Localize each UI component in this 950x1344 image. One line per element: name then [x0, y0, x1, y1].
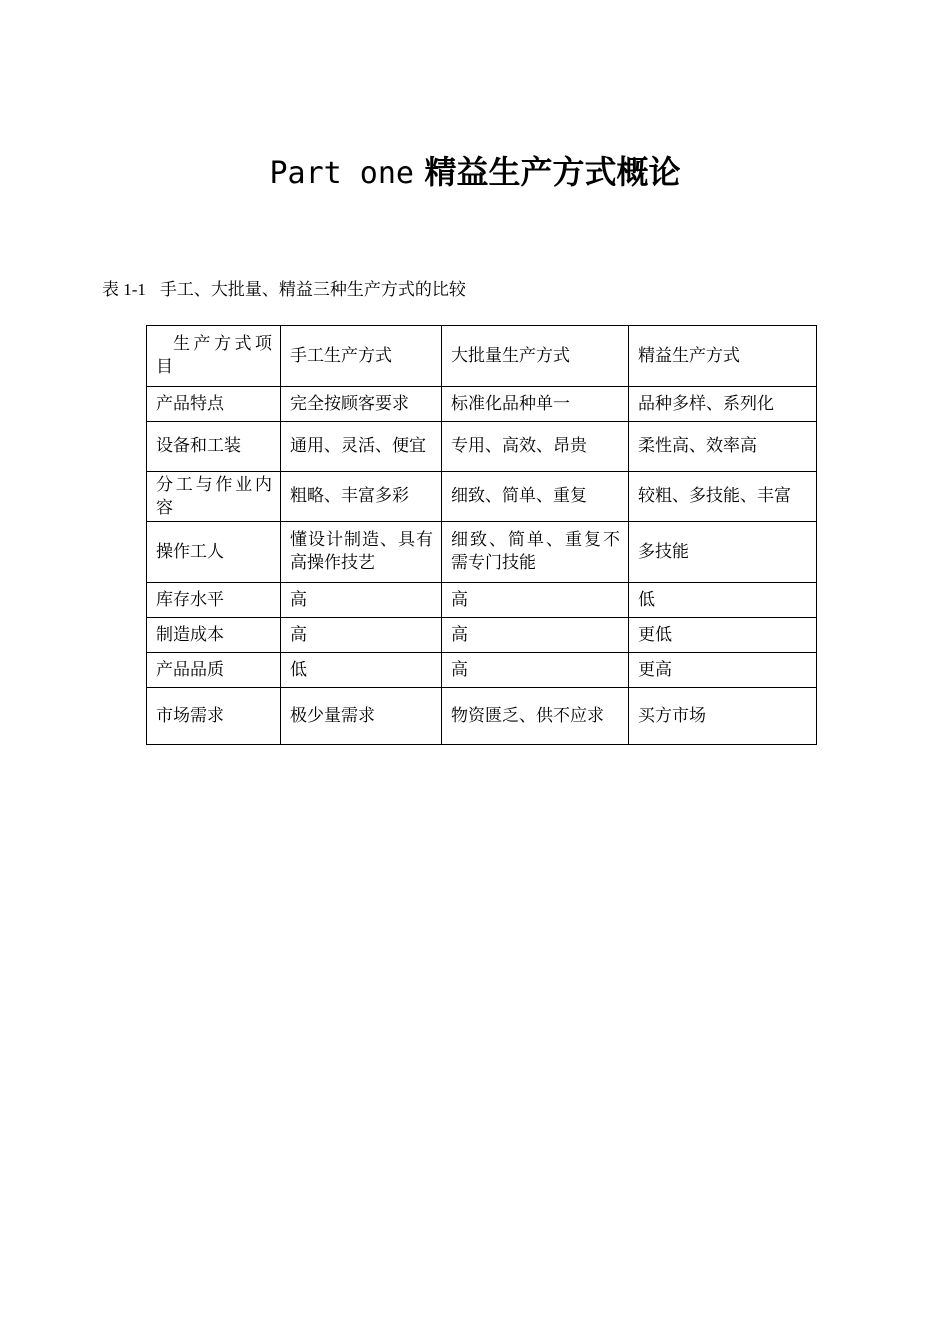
- table-cell: 买方市场: [629, 688, 817, 745]
- row-label: 制造成本: [147, 618, 281, 653]
- page-title-latin: Part one: [269, 156, 414, 191]
- table-row: [147, 422, 817, 472]
- table-cell: 品种多样、系列化: [629, 387, 817, 422]
- table-cell: 细致、简单、重复: [442, 472, 629, 522]
- table-cell: 懂设计制造、具有高操作技艺: [281, 522, 442, 583]
- row-label: 操作工人: [147, 522, 281, 583]
- table-row: [147, 618, 817, 653]
- table-cell: 高: [442, 653, 629, 688]
- table-row: [147, 522, 817, 583]
- table-cell: 通用、灵活、便宜: [281, 422, 442, 472]
- table-cell: 更低: [629, 618, 817, 653]
- page-title: [0, 148, 950, 198]
- table-cell: 标准化品种单一: [442, 387, 629, 422]
- table-row: [147, 583, 817, 618]
- row-label: 设备和工装: [147, 422, 281, 472]
- table-cell: 专用、高效、昂贵: [442, 422, 629, 472]
- table-cell: 极少量需求: [281, 688, 442, 745]
- table-cell: 低: [281, 653, 442, 688]
- table-row: [147, 472, 817, 522]
- table-caption: [102, 278, 466, 302]
- row-label: 产品品质: [147, 653, 281, 688]
- table-cell: 完全按顾客要求: [281, 387, 442, 422]
- row-label: 分工与作业内容: [147, 472, 281, 522]
- header-cell-mass: 大批量生产方式: [442, 326, 629, 387]
- header-cell-lean: 精益生产方式: [629, 326, 817, 387]
- table-cell: 高: [281, 618, 442, 653]
- table-row: [147, 653, 817, 688]
- table-cell: 更高: [629, 653, 817, 688]
- header-cell-craft: 手工生产方式: [281, 326, 442, 387]
- table-cell: 物资匮乏、供不应求: [442, 688, 629, 745]
- table-cell: 高: [281, 583, 442, 618]
- table-caption-text: 手工、大批量、精益三种生产方式的比较: [159, 280, 466, 300]
- table-cell: 柔性高、效率高: [629, 422, 817, 472]
- table-cell: 多技能: [629, 522, 817, 583]
- table-header-row: [147, 326, 817, 387]
- row-label: 库存水平: [147, 583, 281, 618]
- comparison-table: [146, 325, 817, 745]
- table-caption-number: 表 1-1: [102, 280, 146, 299]
- table-cell: 低: [629, 583, 817, 618]
- row-label: 市场需求: [147, 688, 281, 745]
- table-cell: 细致、简单、重复不需专门技能: [442, 522, 629, 583]
- table-cell: 高: [442, 583, 629, 618]
- table-cell: 高: [442, 618, 629, 653]
- table-cell: 较粗、多技能、丰富: [629, 472, 817, 522]
- page-title-chinese: 精益生产方式概论: [424, 153, 681, 191]
- row-label: 产品特点: [147, 387, 281, 422]
- table-cell: 粗略、丰富多彩: [281, 472, 442, 522]
- table-row: [147, 387, 817, 422]
- header-cell-item: 生产方式项目: [147, 326, 281, 387]
- table-row: [147, 688, 817, 745]
